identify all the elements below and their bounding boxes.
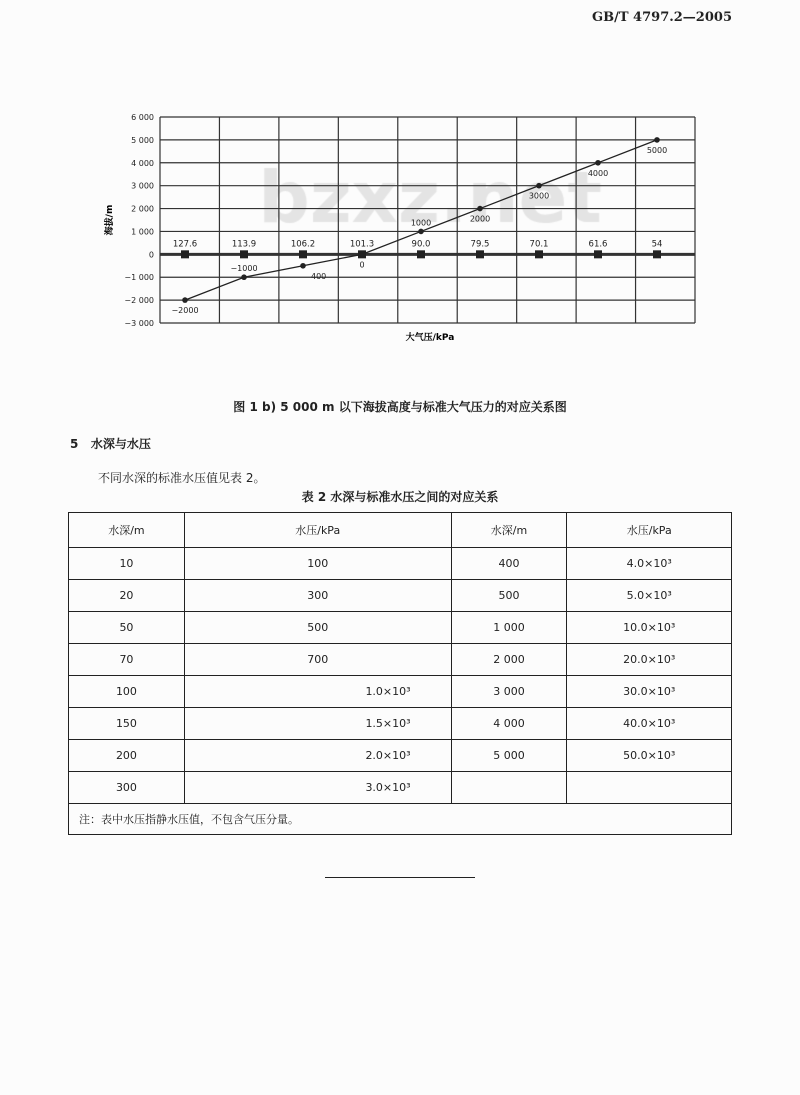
y-tick-label: 2 000 xyxy=(131,204,154,214)
header-depth-2: 水深/m xyxy=(451,513,567,548)
y-tick-label: 5 000 xyxy=(131,135,154,145)
pressure-label: 61.6 xyxy=(588,239,608,250)
altitude-point xyxy=(300,263,306,269)
altitude-point xyxy=(654,137,660,143)
header-pressure-2: 水压/kPa xyxy=(567,513,732,548)
pressure-cell: 20.0×10³ xyxy=(567,644,732,676)
table-row xyxy=(69,772,732,804)
pressure-cell: 700 xyxy=(184,644,451,676)
y-tick-label: 0 xyxy=(148,250,154,260)
pressure-label: 127.6 xyxy=(172,239,198,250)
depth-cell: 1 000 xyxy=(451,612,567,644)
header-depth-1: 水深/m xyxy=(69,513,185,548)
pressure-cell: 1.5×10³ xyxy=(184,708,451,740)
chart-area xyxy=(90,100,710,350)
water-pressure-table xyxy=(68,512,732,835)
table-note: 注：表中水压指静水压值，不包含气压分量。 xyxy=(69,804,732,835)
x-axis-label: 大气压/kPa xyxy=(405,333,455,343)
header-pressure-1: 水压/kPa xyxy=(184,513,451,548)
pressure-cell: 1.0×10³ xyxy=(184,676,451,708)
pressure-marker xyxy=(653,250,661,258)
pressure-marker xyxy=(594,250,602,258)
depth-cell: 70 xyxy=(69,644,185,676)
table-row xyxy=(69,580,732,612)
pressure-marker xyxy=(240,250,248,258)
y-tick-label: −2 000 xyxy=(124,296,154,306)
pressure-cell: 40.0×10³ xyxy=(567,708,732,740)
section-title: 水深与水压 xyxy=(90,437,151,451)
altitude-point xyxy=(477,206,483,212)
pressure-label: 101.3 xyxy=(349,239,375,250)
altitude-pressure-chart xyxy=(90,100,710,350)
table-row xyxy=(69,676,732,708)
pressure-label: 113.9 xyxy=(231,239,257,250)
depth-cell: 20 xyxy=(69,580,185,612)
pressure-label: 79.5 xyxy=(470,239,490,250)
depth-cell: 150 xyxy=(69,708,185,740)
pressure-label: 54 xyxy=(651,239,663,250)
altitude-label: −2000 xyxy=(171,306,199,316)
pressure-cell: 10.0×10³ xyxy=(567,612,732,644)
y-tick-label: 1 000 xyxy=(131,227,154,237)
y-tick-label: −1 000 xyxy=(124,273,154,283)
table-row xyxy=(69,740,732,772)
altitude-point xyxy=(182,297,188,303)
altitude-point xyxy=(418,229,424,235)
depth-cell: 400 xyxy=(451,548,567,580)
pressure-marker xyxy=(535,250,543,258)
depth-cell: 2 000 xyxy=(451,644,567,676)
altitude-point xyxy=(595,160,601,166)
y-tick-label: 6 000 xyxy=(131,113,154,122)
standard-code: GB/T 4797.2—2005 xyxy=(592,10,732,25)
table-row xyxy=(69,708,732,740)
altitude-point xyxy=(359,252,365,258)
altitude-label: 2000 xyxy=(469,214,491,224)
pressure-marker xyxy=(299,250,307,258)
pressure-cell: 2.0×10³ xyxy=(184,740,451,772)
pressure-marker xyxy=(181,250,189,258)
pressure-marker xyxy=(476,250,484,258)
pressure-cell: 500 xyxy=(184,612,451,644)
pressure-cell: 5.0×10³ xyxy=(567,580,732,612)
table-row xyxy=(69,548,732,580)
pressure-cell: 300 xyxy=(184,580,451,612)
pressure-label: 90.0 xyxy=(411,239,431,250)
pressure-cell: 30.0×10³ xyxy=(567,676,732,708)
end-rule xyxy=(325,877,475,878)
depth-cell: 50 xyxy=(69,612,185,644)
depth-cell: 500 xyxy=(451,580,567,612)
altitude-label: 400 xyxy=(311,271,327,281)
table-row xyxy=(69,644,732,676)
altitude-label: 1000 xyxy=(410,218,432,228)
pressure-cell: 3.0×10³ xyxy=(184,772,451,804)
depth-cell: 4 000 xyxy=(451,708,567,740)
pressure-label: 106.2 xyxy=(290,239,316,250)
figure-caption: 图 1 b) 5 000 m 以下海拔高度与标准大气压力的对应关系图 xyxy=(233,400,567,414)
depth-cell: 200 xyxy=(69,740,185,772)
altitude-point xyxy=(241,274,247,280)
section-heading xyxy=(70,435,151,452)
pressure-cell xyxy=(567,772,732,804)
depth-cell: 3 000 xyxy=(451,676,567,708)
altitude-label: 4000 xyxy=(587,168,609,178)
y-tick-label: −3 000 xyxy=(124,319,154,328)
depth-cell: 5 000 xyxy=(451,740,567,772)
y-tick-label: 4 000 xyxy=(131,158,154,168)
altitude-label: 3000 xyxy=(528,191,550,201)
pressure-cell: 100 xyxy=(184,548,451,580)
table-note-row xyxy=(69,804,732,835)
depth-cell: 10 xyxy=(69,548,185,580)
depth-cell: 300 xyxy=(69,772,185,804)
pressure-marker xyxy=(417,250,425,258)
paragraph: 不同水深的标准水压值见表 2。 xyxy=(98,471,266,485)
table-title: 表 2 水深与标准水压之间的对应关系 xyxy=(301,490,499,504)
altitude-label: −1000 xyxy=(230,264,258,274)
y-axis-label: 海拔/m xyxy=(105,204,115,236)
pressure-label: 70.1 xyxy=(529,239,549,250)
pressure-cell: 50.0×10³ xyxy=(567,740,732,772)
altitude-label: 5000 xyxy=(646,145,668,155)
depth-cell: 100 xyxy=(69,676,185,708)
depth-cell xyxy=(451,772,567,804)
altitude-point xyxy=(536,183,542,189)
section-number: 5 xyxy=(70,437,79,451)
table-row xyxy=(69,612,732,644)
y-tick-label: 3 000 xyxy=(131,181,154,191)
pressure-cell: 4.0×10³ xyxy=(567,548,732,580)
altitude-label: 0 xyxy=(359,260,365,270)
